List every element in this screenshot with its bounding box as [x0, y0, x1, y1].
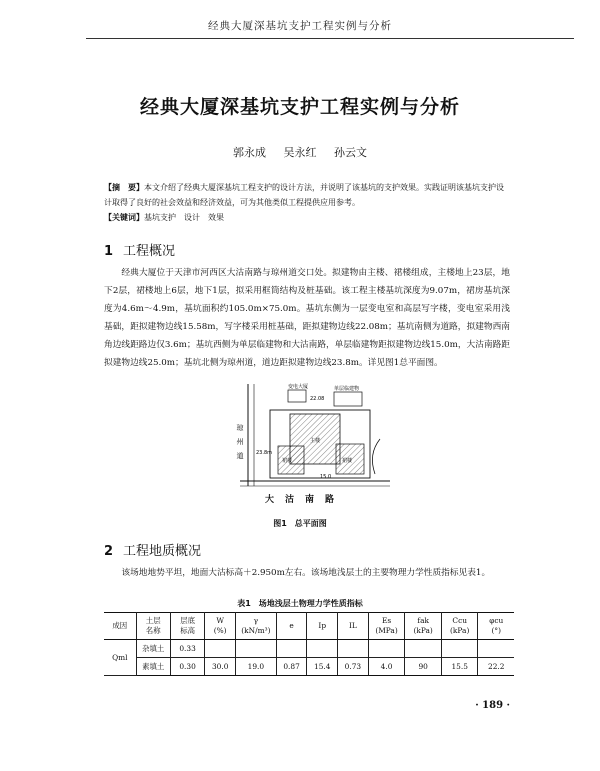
south-road-label: 大 沽 南 路 — [264, 495, 335, 505]
table-cell: 杂填土 — [136, 640, 170, 658]
table-cell — [441, 640, 478, 658]
table-cell: 15.5 — [441, 658, 478, 676]
temp-building — [334, 392, 362, 406]
keywords — [104, 210, 506, 225]
label-main-tower: 主楼 — [310, 438, 321, 444]
article-title: 经典大厦深基坑支护工程实例与分析 — [139, 96, 460, 118]
page-number: · 189 · — [475, 700, 510, 711]
table-cell: 0.30 — [170, 658, 205, 676]
col-header: Ip — [307, 613, 338, 640]
col-header: fak (kPa) — [405, 613, 442, 640]
section-2-paragraph: 该场地地势平坦，地面大沽标高＋2.950m左右。该场地浅层土的主要物理力学性质指标见表1。 — [121, 568, 491, 578]
col-header: Ccu (kPa) — [441, 613, 478, 640]
running-header: 经典大厦深基坑支护工程实例与分析 — [208, 20, 392, 32]
table-cell: 0.87 — [276, 658, 307, 676]
table-cell — [205, 640, 236, 658]
table-cell — [368, 640, 405, 658]
table-cell — [236, 640, 277, 658]
author-name: 孙云文 — [334, 146, 367, 159]
section-title: 工程概况 — [123, 244, 176, 259]
section-number: 1 — [104, 244, 114, 259]
abstract-label: 【摘 要】 — [104, 182, 144, 192]
table-row — [104, 658, 514, 676]
table-cell — [338, 640, 369, 658]
col-header: Es (MPa) — [368, 613, 405, 640]
col-header: W (%) — [205, 613, 236, 640]
author-name: 郭永成 — [233, 146, 266, 159]
table-cell — [478, 640, 514, 658]
abstract — [104, 180, 506, 210]
table-cell: 90 — [405, 658, 442, 676]
table-caption: 表1 场地浅层土物理力学性质指标 — [237, 599, 363, 608]
substation-building — [288, 390, 306, 402]
table-cell: 22.2 — [478, 658, 514, 676]
col-header: e — [276, 613, 307, 640]
table-cell: Qml — [104, 640, 136, 676]
dim-top: 22.08 — [310, 396, 325, 402]
dim-bottom: 15.0 — [320, 474, 332, 480]
section-title: 工程地质概况 — [123, 544, 202, 559]
table-row — [104, 640, 514, 658]
table-cell: 0.33 — [170, 640, 205, 658]
keywords-text: 基坑支护 设计 效果 — [144, 213, 224, 222]
label-podium-left: 裙楼 — [282, 458, 293, 464]
label-podium-right: 裙楼 — [342, 458, 353, 464]
author-list — [0, 144, 600, 160]
table-cell: 4.0 — [368, 658, 405, 676]
abstract-text: 本文介绍了经典大厦深基坑工程支护的设计方法，并说明了该基坑的支护效果。实践证明该基坑支护设计取得了良好的社会效益和经济效益，可为其他类似工程提供应用参考。 — [104, 183, 504, 207]
table-cell: 30.0 — [205, 658, 236, 676]
table-cell — [276, 640, 307, 658]
dim-left: 23.8m — [256, 450, 273, 456]
corner-curve — [372, 439, 380, 474]
col-header: 层底 标高 — [170, 613, 205, 640]
col-header: φcu (°) — [478, 613, 514, 640]
label-top-right: 单层临建物 — [334, 386, 360, 392]
section-1-heading — [104, 240, 175, 259]
figure-caption: 图1 总平面图 — [273, 519, 327, 528]
author-name: 吴永红 — [283, 146, 317, 159]
header-rule — [86, 38, 574, 39]
col-header: γ (kN/m³) — [236, 613, 277, 640]
west-road-label: 琼 州 道 — [236, 424, 244, 459]
table-cell: 0.73 — [338, 658, 369, 676]
col-header: IL — [338, 613, 369, 640]
table-cell — [405, 640, 442, 658]
section-2-heading — [104, 540, 201, 559]
table-cell: 素填土 — [136, 658, 170, 676]
site-plan-figure — [236, 384, 390, 494]
section-number: 2 — [104, 544, 114, 559]
soil-properties-table — [104, 612, 514, 676]
col-header: 成因 — [104, 613, 136, 640]
table-cell: 19.0 — [236, 658, 277, 676]
table-cell: 15.4 — [307, 658, 338, 676]
section-1-paragraph: 经典大厦位于天津市河西区大沽南路与琼州道交口处。拟建物由主楼、裙楼组成，主楼地上23层，地下2层，裙楼地上6层，地下1层，拟采用框筒结构及桩基础。该工程主楼基坑深度为9.07m，裙房基坑深度为4.6m～4.9m，基坑面积约105.0m×75.0m。基坑东侧为一层变电室和高层写字楼，变电室采用浅基础，距拟建物边线15.58m，写字楼采用桩基础，距拟建物边线22.08m；基坑南侧为道路，拟建物西南角边线距路边仅3.6m；基坑西侧为单层临建物和大沽南路，单层临建物距拟建物边线15.0m，大沽南路距拟建物边线25.0m；基坑北侧为琼州道，道边距拟建物边线23.8m。详见图1总平面图。 — [104, 268, 510, 368]
keywords-label: 【关键词】 — [104, 212, 144, 222]
table-cell — [307, 640, 338, 658]
label-top-left: 变电大厦 — [288, 384, 309, 390]
col-header: 土层 名称 — [136, 613, 170, 640]
table-header-row — [104, 613, 514, 640]
abstract-block — [104, 180, 506, 225]
